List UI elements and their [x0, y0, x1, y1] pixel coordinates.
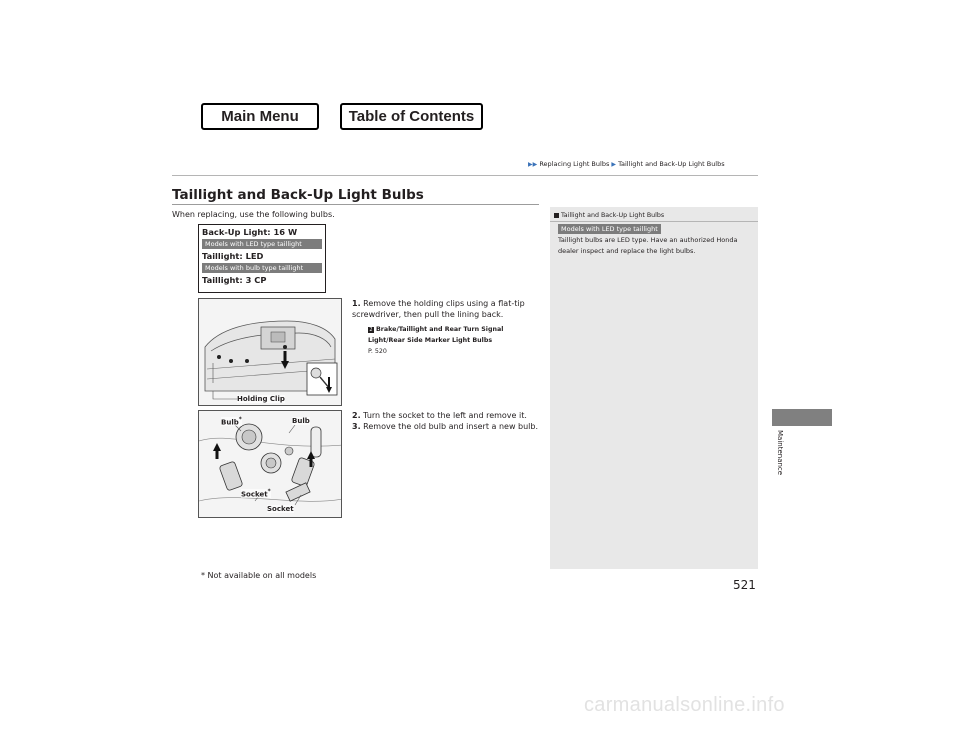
section-tab[interactable]	[772, 409, 832, 426]
cross-reference[interactable]	[368, 324, 538, 357]
step-3	[352, 421, 542, 432]
bulb-label-left: Bulb*	[221, 417, 242, 427]
socket-bulb-drawing	[199, 411, 342, 518]
cross-reference-title[interactable]: Brake/Taillight and Rear Turn Signal Light/Rear Side Marker Light Bulbs	[368, 326, 504, 344]
side-note-panel	[550, 207, 758, 569]
side-model-tag: Models with LED type taillight	[558, 224, 661, 234]
step-number: 3.	[352, 422, 361, 431]
socket-bulb-illustration	[198, 410, 342, 518]
side-note-divider	[550, 221, 758, 222]
watermark: carmanualsonline.info	[584, 694, 785, 716]
step-text: Remove the old bulb and insert a new bulb.	[363, 422, 539, 431]
breadcrumb-level-1[interactable]: Replacing Light Bulbs	[539, 160, 610, 168]
step-text: Remove the holding clips using a flat-tip screwdriver, then pull the lining back.	[352, 299, 525, 319]
cross-reference-page[interactable]: P. 520	[368, 348, 387, 355]
step-number: 1.	[352, 299, 361, 308]
holding-clip-illustration	[198, 298, 342, 406]
breadcrumb	[528, 160, 725, 168]
intro-text: When replacing, use the following bulbs.	[172, 210, 335, 219]
breadcrumb-arrow-icon: ▶	[611, 161, 617, 168]
table-of-contents-button[interactable]: Table of Contents	[340, 103, 483, 130]
note-marker-icon	[554, 213, 559, 218]
title-divider	[172, 204, 539, 205]
backup-light-spec: Back-Up Light: 16 W	[202, 227, 298, 237]
socket-label-right: Socket	[267, 505, 294, 513]
page-number: 521	[733, 578, 756, 592]
bulb-spec-box	[198, 224, 326, 293]
step-text: Turn the socket to the left and remove it.	[363, 411, 527, 420]
step-2	[352, 410, 542, 421]
main-menu-button[interactable]: Main Menu	[201, 103, 319, 130]
section-tab-label: Maintenance	[776, 430, 784, 476]
taillight-led-spec: Taillight: LED	[202, 251, 264, 261]
socket-label-left: Socket*	[241, 489, 271, 499]
trunk-lining-drawing	[199, 299, 342, 406]
header-divider	[172, 175, 758, 176]
step-number: 2.	[352, 411, 361, 420]
breadcrumb-arrow-icon: ▶▶	[528, 161, 538, 168]
side-note-text: Taillight bulbs are LED type. Have an authorized Honda dealer inspect and replace the light bulbs.	[558, 236, 738, 255]
footnote: * Not available on all models	[201, 571, 317, 580]
holding-clip-label: Holding Clip	[237, 395, 285, 403]
breadcrumb-level-2[interactable]: Taillight and Back-Up Light Bulbs	[618, 160, 725, 168]
led-model-tag: Models with LED type taillight	[202, 239, 322, 249]
reference-arrow-icon: 2	[369, 327, 373, 333]
bulb-model-tag: Models with bulb type taillight	[202, 263, 322, 273]
bulb-label-right: Bulb	[292, 417, 310, 425]
step-1	[352, 298, 542, 320]
page-title: Taillight and Back-Up Light Bulbs	[172, 187, 424, 203]
side-note-heading: Taillight and Back-Up Light Bulbs	[554, 212, 664, 219]
taillight-cp-spec: Taillight: 3 CP	[202, 275, 267, 285]
